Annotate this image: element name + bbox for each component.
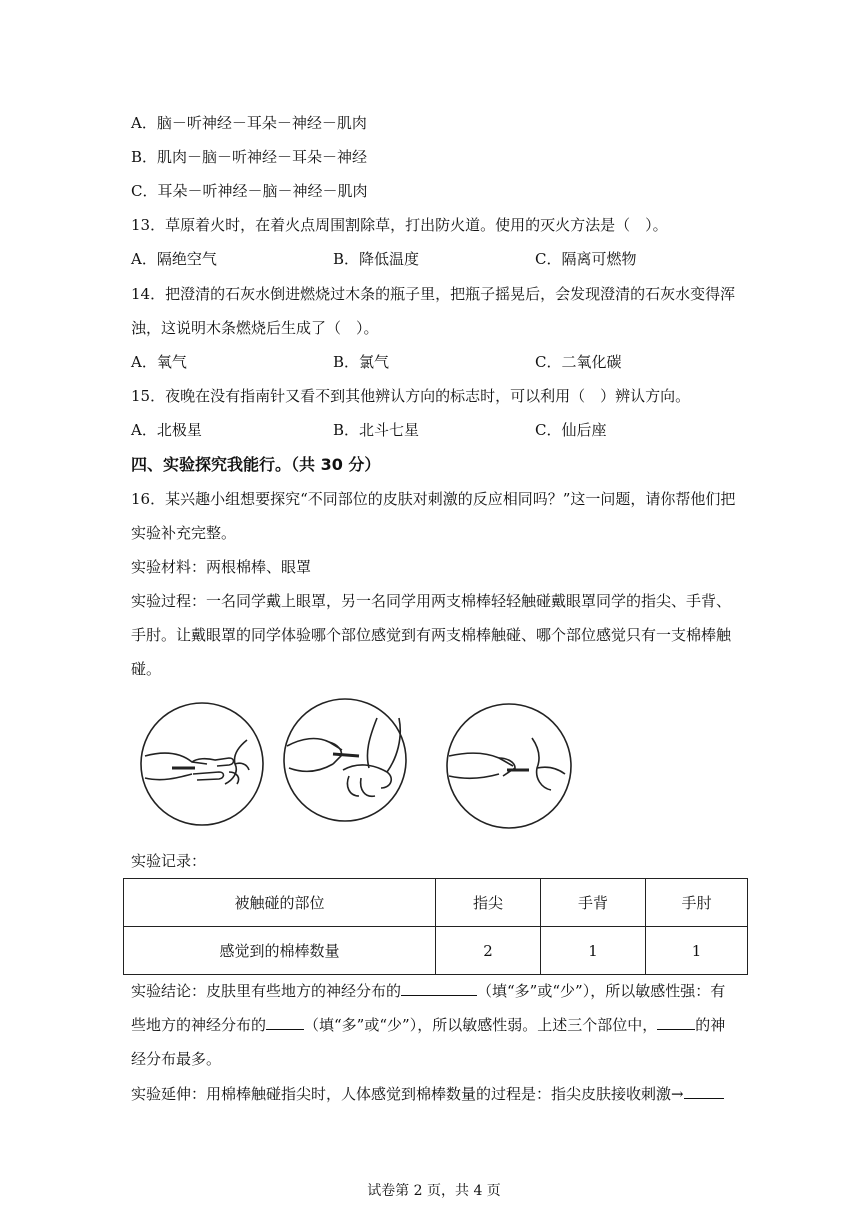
q14-option-b: B．氯气	[333, 353, 390, 371]
row-label-cell: 感觉到的棉棒数量	[124, 927, 436, 975]
answer-blank-4[interactable]	[684, 1084, 724, 1099]
q15-option-c: C．仙后座	[535, 421, 607, 439]
q16-process-line1: 实验过程：一名同学戴上眼罩，另一名同学用两支棉棒轻轻触碰戴眼罩同学的指尖、手背、	[131, 592, 732, 610]
q13-stem: 13．草原着火时，在着火点周围割除草，打出防火道。使用的灭火方法是（ ）。	[131, 216, 668, 234]
q16-process-line2: 手肘。让戴眼罩的同学体验哪个部位感觉到有两支棉棒触碰、哪个部位感觉只有一支棉棒触	[131, 626, 732, 644]
section-title: 四、实验探究我能行。（共 30 分）	[131, 455, 381, 474]
q13-option-a: A．隔绝空气	[131, 250, 217, 268]
value-cell-elbow: 1	[646, 927, 748, 975]
experiment-illustrations	[137, 698, 577, 838]
q14-stem-line2: 浊，这说明木条燃烧后生成了（ ）。	[131, 319, 379, 337]
value-cell-back-of-hand: 1	[541, 927, 646, 975]
q16-stem-line2: 实验补充完整。	[131, 524, 237, 542]
conclusion-line2	[131, 1015, 725, 1035]
back-of-hand-figure	[284, 699, 406, 821]
q14-option-c: C．二氧化碳	[535, 353, 622, 371]
table-header-row	[124, 879, 748, 927]
answer-blank-3[interactable]	[657, 1015, 695, 1030]
q12-option-a: A．脑－听神经－耳朵－神经－肌肉	[131, 114, 367, 132]
extension-text: 实验延伸：用棉棒触碰指尖时，人体感觉到棉棒数量的过程是：指尖皮肤接收刺激→	[131, 1085, 684, 1103]
q15-stem: 15．夜晚在没有指南针又看不到其他辨认方向的标志时，可以利用（ ）辨认方向。	[131, 387, 691, 405]
q12-option-c: C．耳朵－听神经－脑－神经－肌肉	[131, 182, 368, 200]
answer-blank-2[interactable]	[266, 1015, 304, 1030]
q16-materials: 实验材料：两根棉棒、眼罩	[131, 558, 312, 576]
conclusion-text-3: 些地方的神经分布的	[131, 1016, 267, 1034]
q16-stem-line1: 16．某兴趣小组想要探究“不同部位的皮肤对刺激的反应相同吗？”这一问题，请你帮他们把	[131, 490, 736, 508]
q13-option-c: C．隔离可燃物	[535, 250, 637, 268]
record-label: 实验记录：	[131, 852, 207, 870]
q15-option-b: B．北斗七星	[333, 421, 420, 439]
record-table	[123, 878, 748, 975]
q15-option-a: A．北极星	[131, 421, 202, 439]
conclusion-line1	[131, 981, 725, 1001]
conclusion-text-2: （填“多”或“少”），所以敏感性强：有	[477, 982, 726, 1000]
q16-process-line3: 碰。	[131, 660, 162, 678]
extension-line	[131, 1084, 724, 1104]
conclusion-text-4: （填“多”或“少”），所以敏感性弱。上述三个部位中，	[304, 1016, 658, 1034]
conclusion-text-5: 的神	[695, 1016, 726, 1034]
header-cell-part: 被触碰的部位	[124, 879, 436, 927]
conclusion-text-1: 实验结论：皮肤里有些地方的神经分布的	[131, 982, 402, 1000]
header-cell-fingertip: 指尖	[436, 879, 541, 927]
table-row	[124, 927, 748, 975]
q14-stem-line1: 14．把澄清的石灰水倒进燃烧过木条的瓶子里，把瓶子摇晃后，会发现澄清的石灰水变得浑	[131, 285, 736, 303]
header-cell-back-of-hand: 手背	[541, 879, 646, 927]
q12-option-b: B．肌肉－脑－听神经－耳朵－神经	[131, 148, 368, 166]
answer-blank-1[interactable]	[401, 981, 477, 996]
page-footer: 试卷第 2 页，共 4 页	[367, 1183, 501, 1199]
header-cell-elbow: 手肘	[646, 879, 748, 927]
q13-option-b: B．降低温度	[333, 250, 420, 268]
q14-option-a: A．氧气	[131, 353, 187, 371]
conclusion-line3: 经分布最多。	[131, 1050, 222, 1068]
elbow-figure	[447, 704, 571, 828]
fingertip-figure	[141, 703, 263, 825]
value-cell-fingertip: 2	[436, 927, 541, 975]
